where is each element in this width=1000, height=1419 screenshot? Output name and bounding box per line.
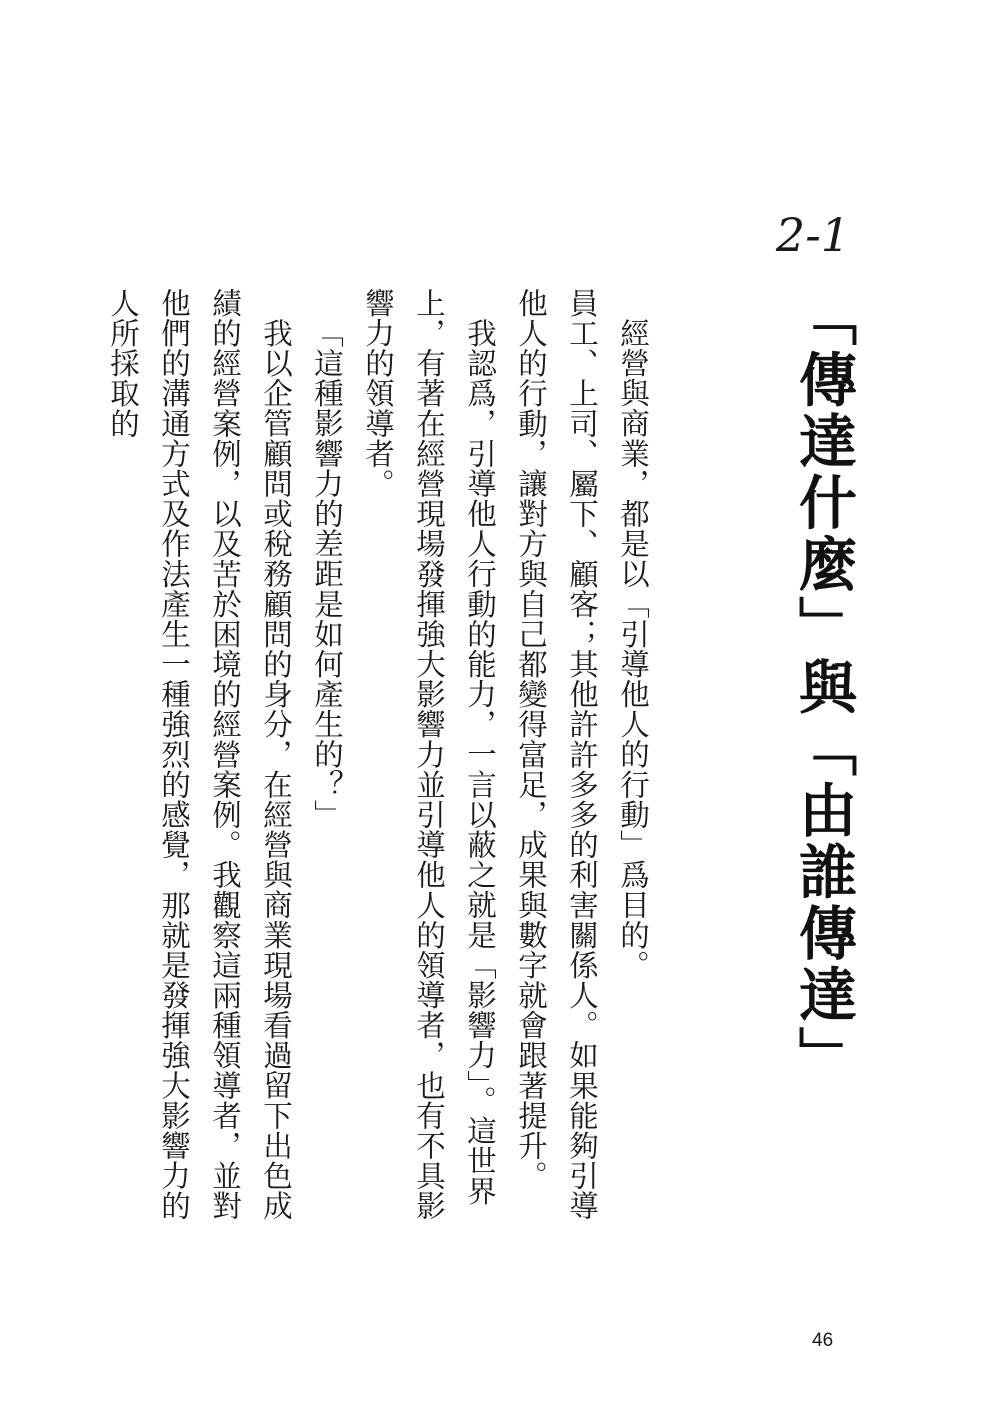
- page-number: 46: [812, 1330, 834, 1351]
- chapter-title: 「傳達什麼」與「由誰傳達」: [789, 288, 857, 1088]
- paragraph: 「這種影響力的差距是如何產生的？」: [310, 317, 344, 830]
- paragraph: 經營與商業，都是以「引導他人的行動」爲目的。: [616, 317, 650, 980]
- paragraph: 我以企管顧問或稅務顧問的身分，在經營與商業現場看過留下出色成績的經營案例，以及苦於困境的經營案例。我觀察這兩種領導者，並對他們的溝通方式及作法產生一種強烈的感覺，那就是發揮強大影響力的人所採取的: [106, 288, 293, 1221]
- body-text: [97, 288, 658, 1238]
- section-number: 2-1: [775, 208, 850, 262]
- paragraph: 我認爲，引導他人行動的能力，一言以蔽之就是「影響力」。這世界上，有著在經營現場發揮強大影響力並引導他人的領導者，也有不具影響力的領導者。: [361, 288, 497, 1221]
- paragraph: 員工、上司、屬下、顧客；其他許許多多的利害關係人。如果能夠引導他人的行動，讓對方與自己都變得富足，成果與數字就會跟著提升。: [514, 288, 599, 1221]
